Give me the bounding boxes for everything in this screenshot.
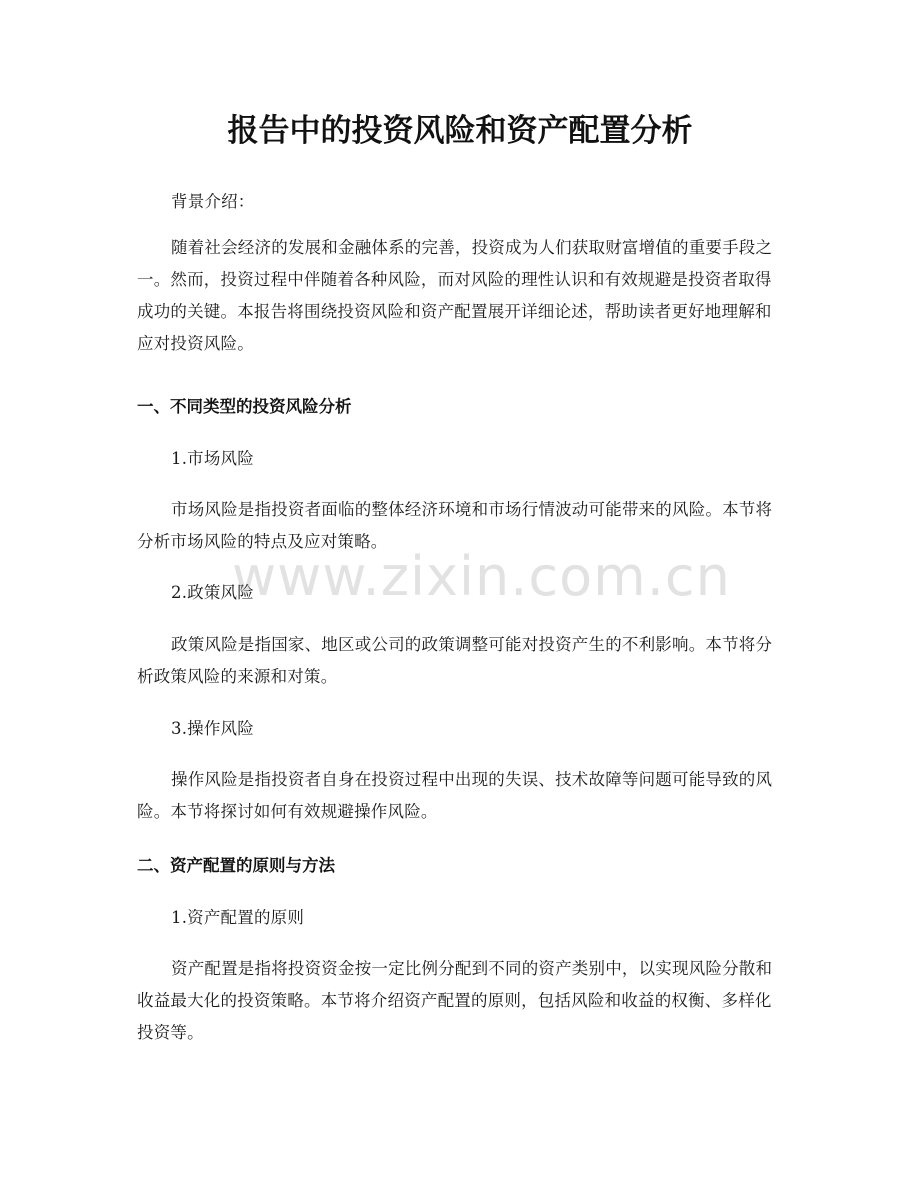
section1-heading: 一、不同类型的投资风险分析 [137,397,352,416]
document-title: 报告中的投资风险和资产配置分析 [227,113,693,149]
background-label: 背景介绍： [171,192,255,211]
intro-paragraph: 随着社会经济的发展和金融体系的完善，投资成为人们获取财富增值的重要手段之一。然而，投资过程中伴随着各种风险，而对风险的理性认识和有效规避是投资者取得成功的关键。本报告将围绕投资风险和资产配置展开详细论述，帮助读者更好地理解和应对投资风险。 [137,238,773,353]
section1-item3-text: 操作风险是指投资者自身在投资过程中出现的失误、技术故障等问题可能导致的风险。本节将探讨如何有效规避操作风险。 [137,770,773,821]
section1-item3-label: 3.操作风险 [171,719,254,738]
section1-item1-text: 市场风险是指投资者面临的整体经济环境和市场行情波动可能带来的风险。本节将分析市场风险的特点及应对策略。 [137,500,773,551]
section1-item2-label: 2.政策风险 [171,583,254,602]
section2-heading: 二、资产配置的原则与方法 [137,856,335,875]
watermark-text: www.zixin.com.cn [232,545,731,608]
section1-item2-text: 政策风险是指国家、地区或公司的政策调整可能对投资产生的不利影响。本节将分析政策风险的来源和对策。 [137,635,773,686]
section1-item1-label: 1.市场风险 [171,449,254,468]
section2-item1-label: 1.资产配置的原则 [171,908,305,927]
section2-item1-text: 资产配置是指将投资资金按一定比例分配到不同的资产类别中，以实现风险分散和收益最大化的投资策略。本节将介绍资产配置的原则，包括风险和收益的权衡、多样化投资等。 [137,959,773,1042]
